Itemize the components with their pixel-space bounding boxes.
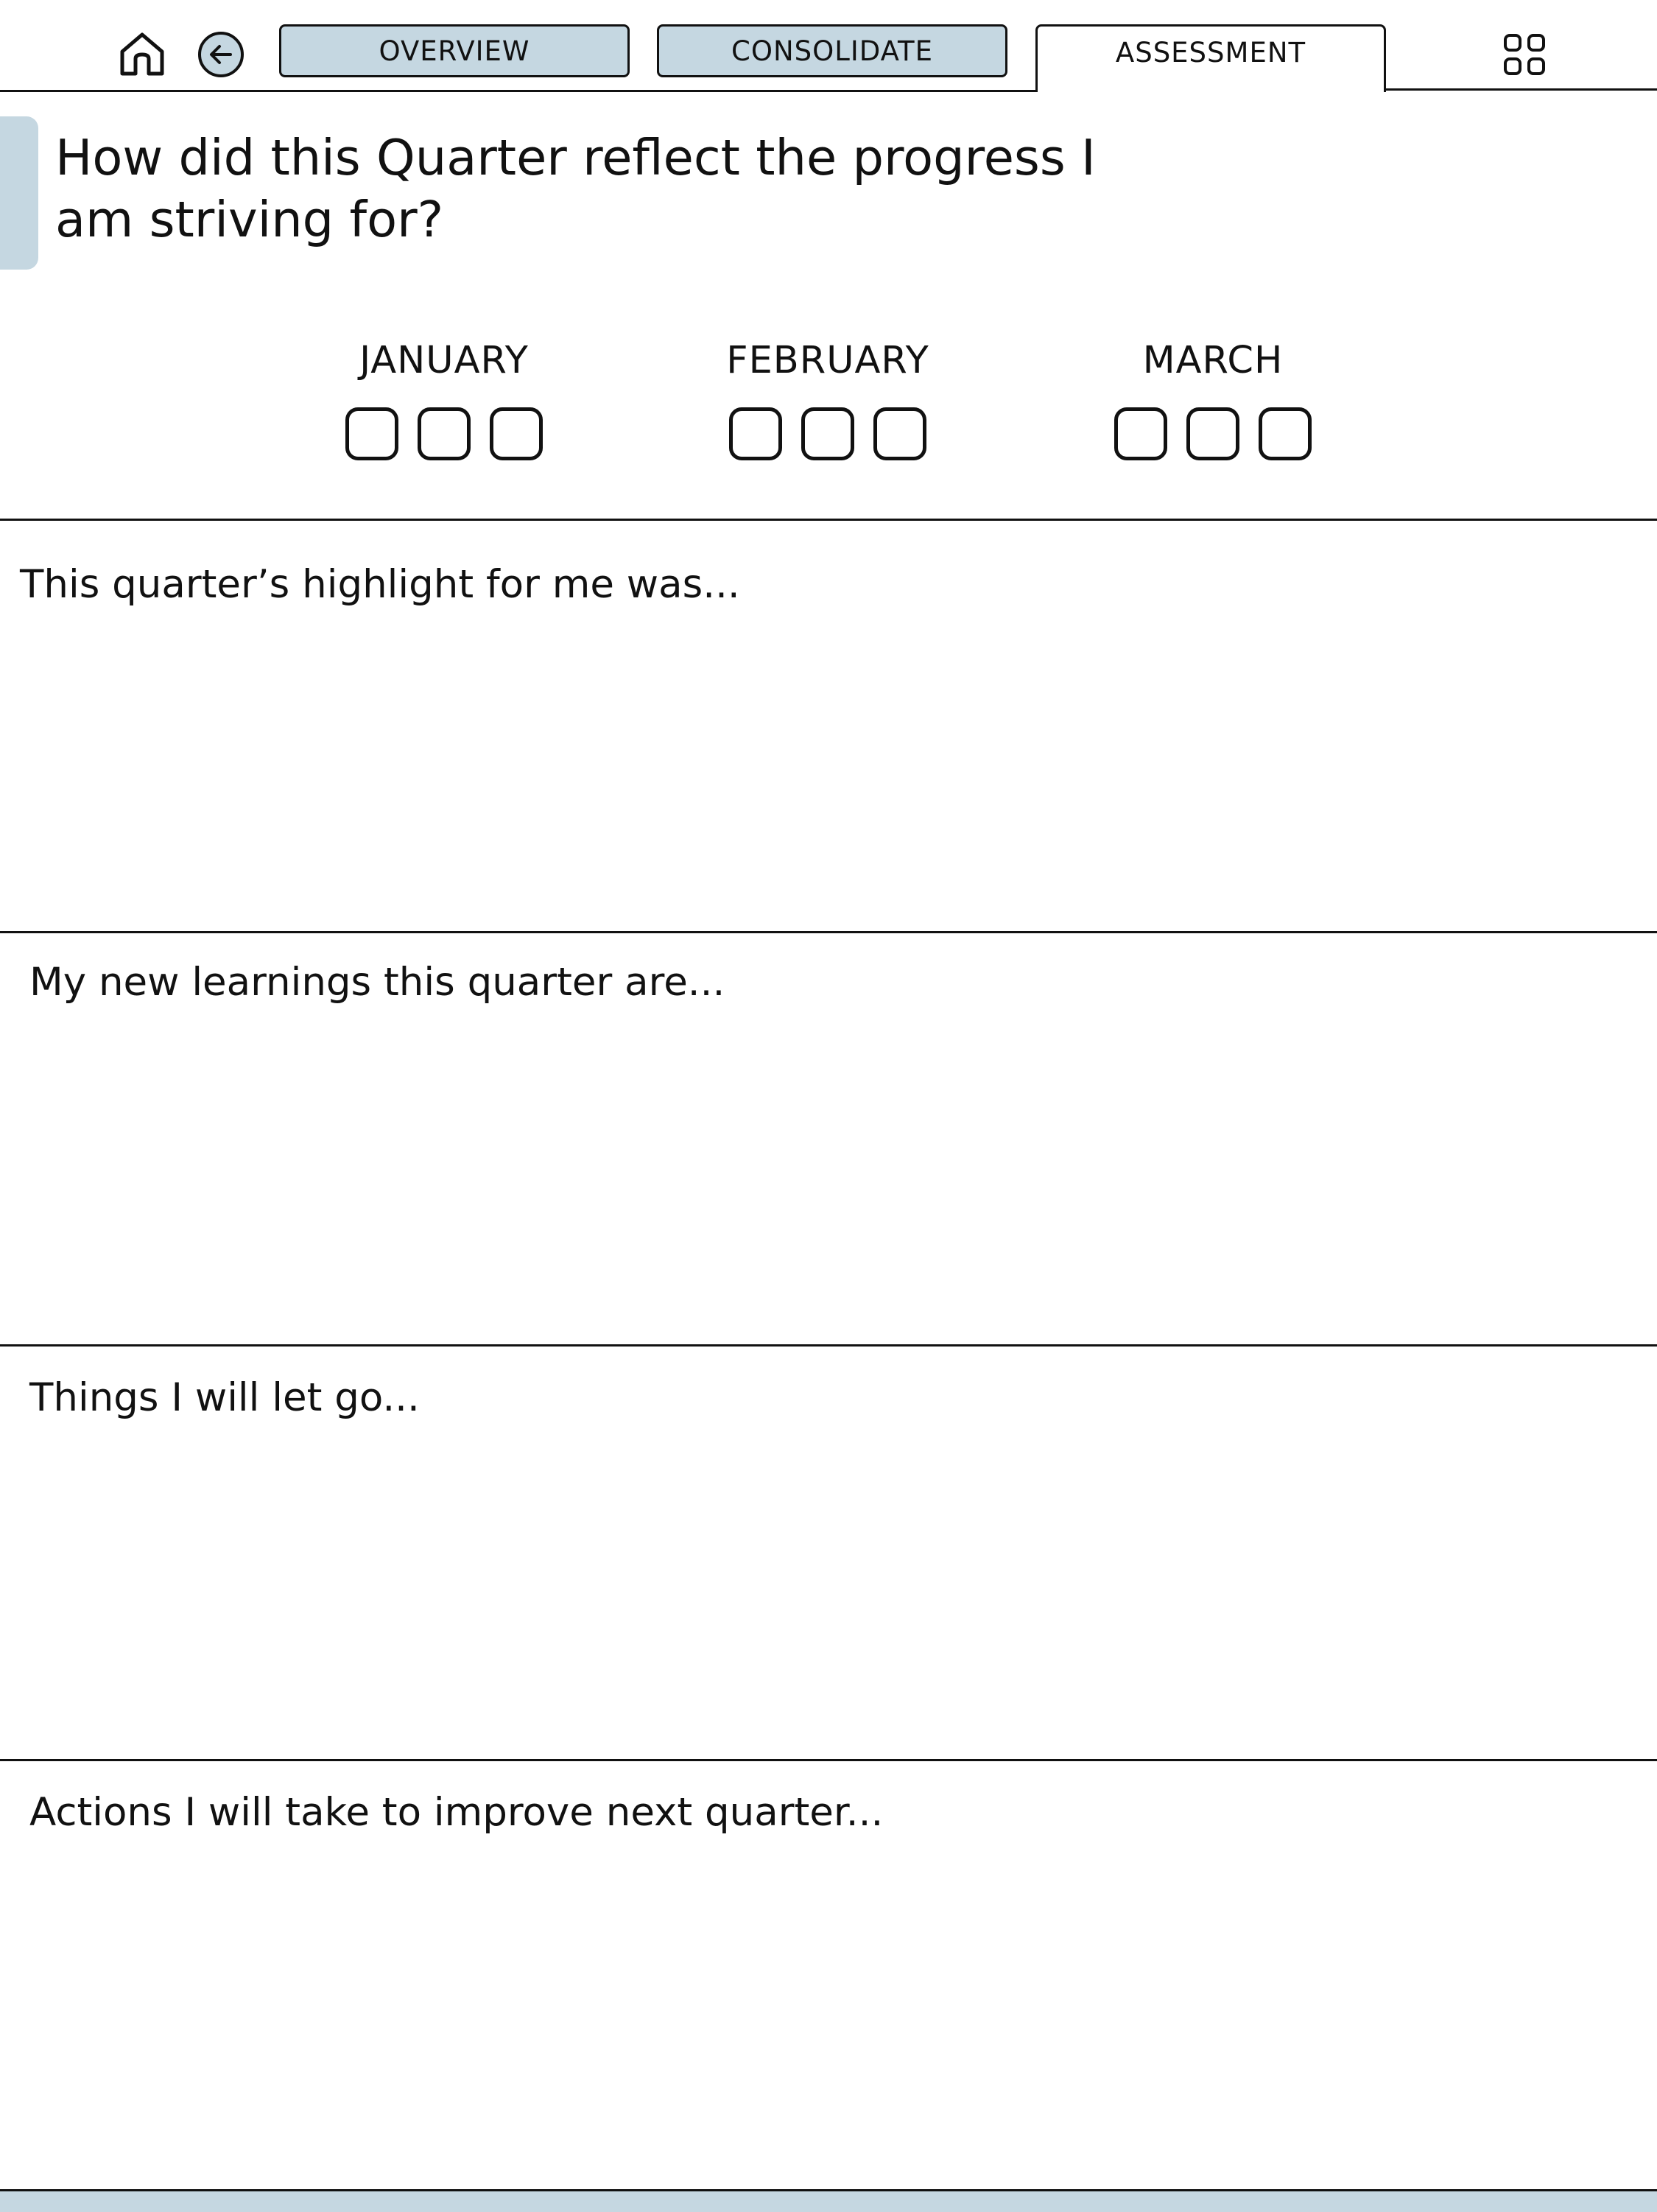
month-checkbox[interactable] (1259, 407, 1312, 460)
section-prompt: This quarter’s highlight for me was... (20, 562, 740, 607)
footer-band (0, 2189, 1657, 2212)
month-checkbox[interactable] (1186, 407, 1239, 460)
month-tracker-march (1073, 335, 1353, 460)
section-prompt: Things I will let go... (29, 1375, 420, 1420)
tab-assessment-label: ASSESSMENT (1115, 37, 1306, 69)
let-go-section (0, 1344, 1657, 1759)
highlight-writing-area[interactable] (0, 594, 1657, 931)
month-checkbox[interactable] (801, 407, 854, 460)
month-checkbox[interactable] (1114, 407, 1167, 460)
learnings-writing-area[interactable] (0, 1007, 1657, 1344)
month-checkbox[interactable] (345, 407, 398, 460)
let-go-writing-area[interactable] (0, 1420, 1657, 1759)
tab-consolidate[interactable] (657, 24, 1007, 77)
tab-assessment[interactable] (1035, 24, 1386, 92)
month-checkbox[interactable] (418, 407, 471, 460)
month-label: MARCH (1142, 339, 1284, 382)
month-tracker-february (688, 335, 968, 460)
actions-writing-area[interactable] (0, 1835, 1657, 2189)
page-title: How did this Quarter reflect the progress I am striving for? (55, 129, 1096, 248)
tab-consolidate-label: CONSOLIDATE (731, 35, 934, 67)
back-arrow-icon[interactable] (197, 30, 245, 79)
tab-overview[interactable] (279, 24, 630, 77)
nav-divider (0, 90, 1038, 92)
section-prompt: My new learnings this quarter are... (29, 960, 725, 1005)
nav-divider (1384, 88, 1657, 91)
tab-overview-label: OVERVIEW (379, 35, 530, 67)
month-checkbox[interactable] (873, 407, 926, 460)
section-prompt: Actions I will take to improve next quarter... (29, 1790, 884, 1835)
actions-section (0, 1759, 1657, 2189)
home-icon[interactable] (116, 29, 168, 78)
learnings-section (0, 931, 1657, 1344)
month-tracker-january (304, 335, 584, 460)
heading-accent-marker (0, 116, 38, 270)
month-label: FEBRUARY (726, 339, 929, 382)
month-checkbox[interactable] (490, 407, 543, 460)
highlight-section (0, 519, 1657, 931)
month-label: JANUARY (359, 339, 529, 382)
grid-icon[interactable] (1502, 32, 1547, 77)
month-checkbox[interactable] (729, 407, 782, 460)
